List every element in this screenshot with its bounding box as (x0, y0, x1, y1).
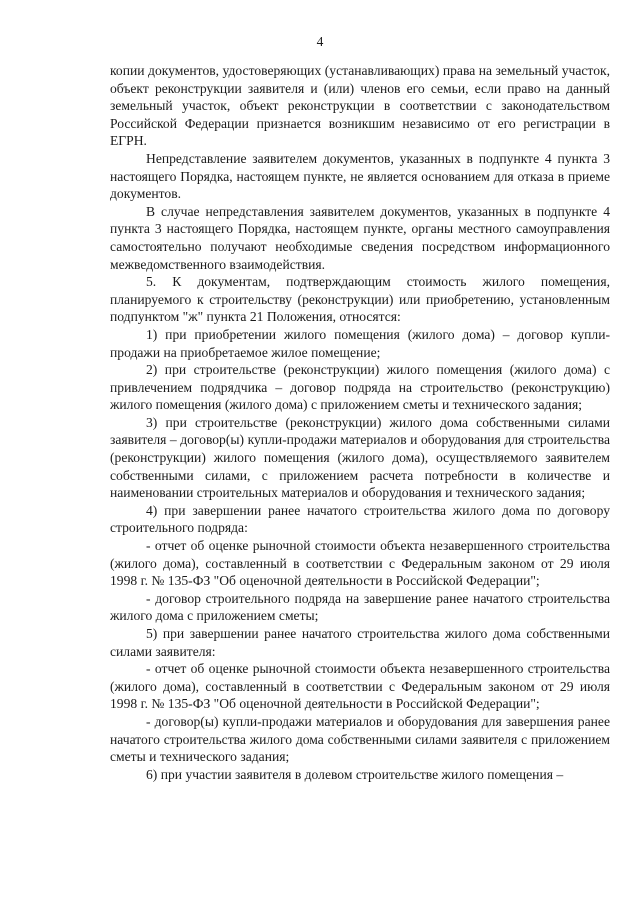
list-item: 1) при приобретении жилого помещения (жилого дома) – договор купли-продажи на приобретаемое жилое помещение; (110, 326, 610, 360)
document-body (110, 62, 610, 783)
page-number: 4 (316, 34, 324, 49)
paragraph-item-5: 5. К документам, подтверждающим стоимость жилого помещения, планируемого к строительству (реконструкции) или приобретению, установленным подпунктом "ж" пункта 21 Положения, относятся: (110, 274, 610, 325)
list-item: 2) при строительстве (реконструкции) жилого помещения (жилого дома) с привлечением подрядчика – договор подряда на строительство (реконструкцию) жилого помещения (жилого дома) с приложением сметы и технического задания; (110, 362, 610, 413)
paragraph-continuation: копии документов, удостоверяющих (устанавливающих) права на земельный участок, объект реконструкции заявителя и (или) членов его семьи, если право на данный земельный участок, объект реконструкции в соответствии с законодательством Российской Федерации признается возникшим независимо от его регистрации в ЕГРН. (110, 63, 610, 149)
sub-list-item: - отчет об оценке рыночной стоимости объекта незавершенного строительства (жилого дома), составленный в соответствии с Федеральным законом от 29 июля 1998 г. № 135-ФЗ "Об оценочной деятельности в Российской Федерации"; (110, 538, 610, 589)
list-item: 4) при завершении ранее начатого строительства жилого дома по договору строительного подряда: (110, 502, 610, 536)
list-item: 5) при завершении ранее начатого строительства жилого дома собственными силами заявителя: (110, 626, 610, 659)
list-item: 3) при строительстве (реконструкции) жилого дома собственными силами заявителя – договор(ы) купли-продажи материалов и оборудования для строительства (реконструкции) жилого помещения (жилого дома), осуществляемого заявителем собственными силами, с приложением расчета потребности в количестве и наименовании строительных материалов и оборудования и технического задания; (110, 414, 610, 501)
list-item: 6) при участии заявителя в долевом строительстве жилого помещения – (146, 766, 564, 782)
paragraph: Непредставление заявителем документов, указанных в подпункте 4 пункта 3 настоящего Порядка, настоящем пункте, не является основанием для отказа в приеме документов. (110, 150, 610, 202)
sub-list-item: - договор(ы) купли-продажи материалов и оборудования для завершения ранее начатого строительства жилого дома собственными силами заявителя с приложением сметы и технического задания; (110, 713, 610, 765)
paragraph: В случае непредставления заявителем документов, указанных в подпункте 4 пункта 3 настоящего Порядка, настоящем пункте, органы местного самоуправления самостоятельно получают необходимые сведения посредством информационного межведомственного взаимодействия. (110, 203, 610, 272)
sub-list-item: - отчет об оценке рыночной стоимости объекта незавершенного строительства (жилого дома), составленный в соответствии с Федеральным законом от 29 июля 1998 г. № 135-ФЗ "Об оценочной деятельности в Российской Федерации"; (110, 661, 610, 712)
sub-list-item: - договор строительного подряда на завершение ранее начатого строительства жилого дома с приложением сметы; (110, 590, 610, 624)
